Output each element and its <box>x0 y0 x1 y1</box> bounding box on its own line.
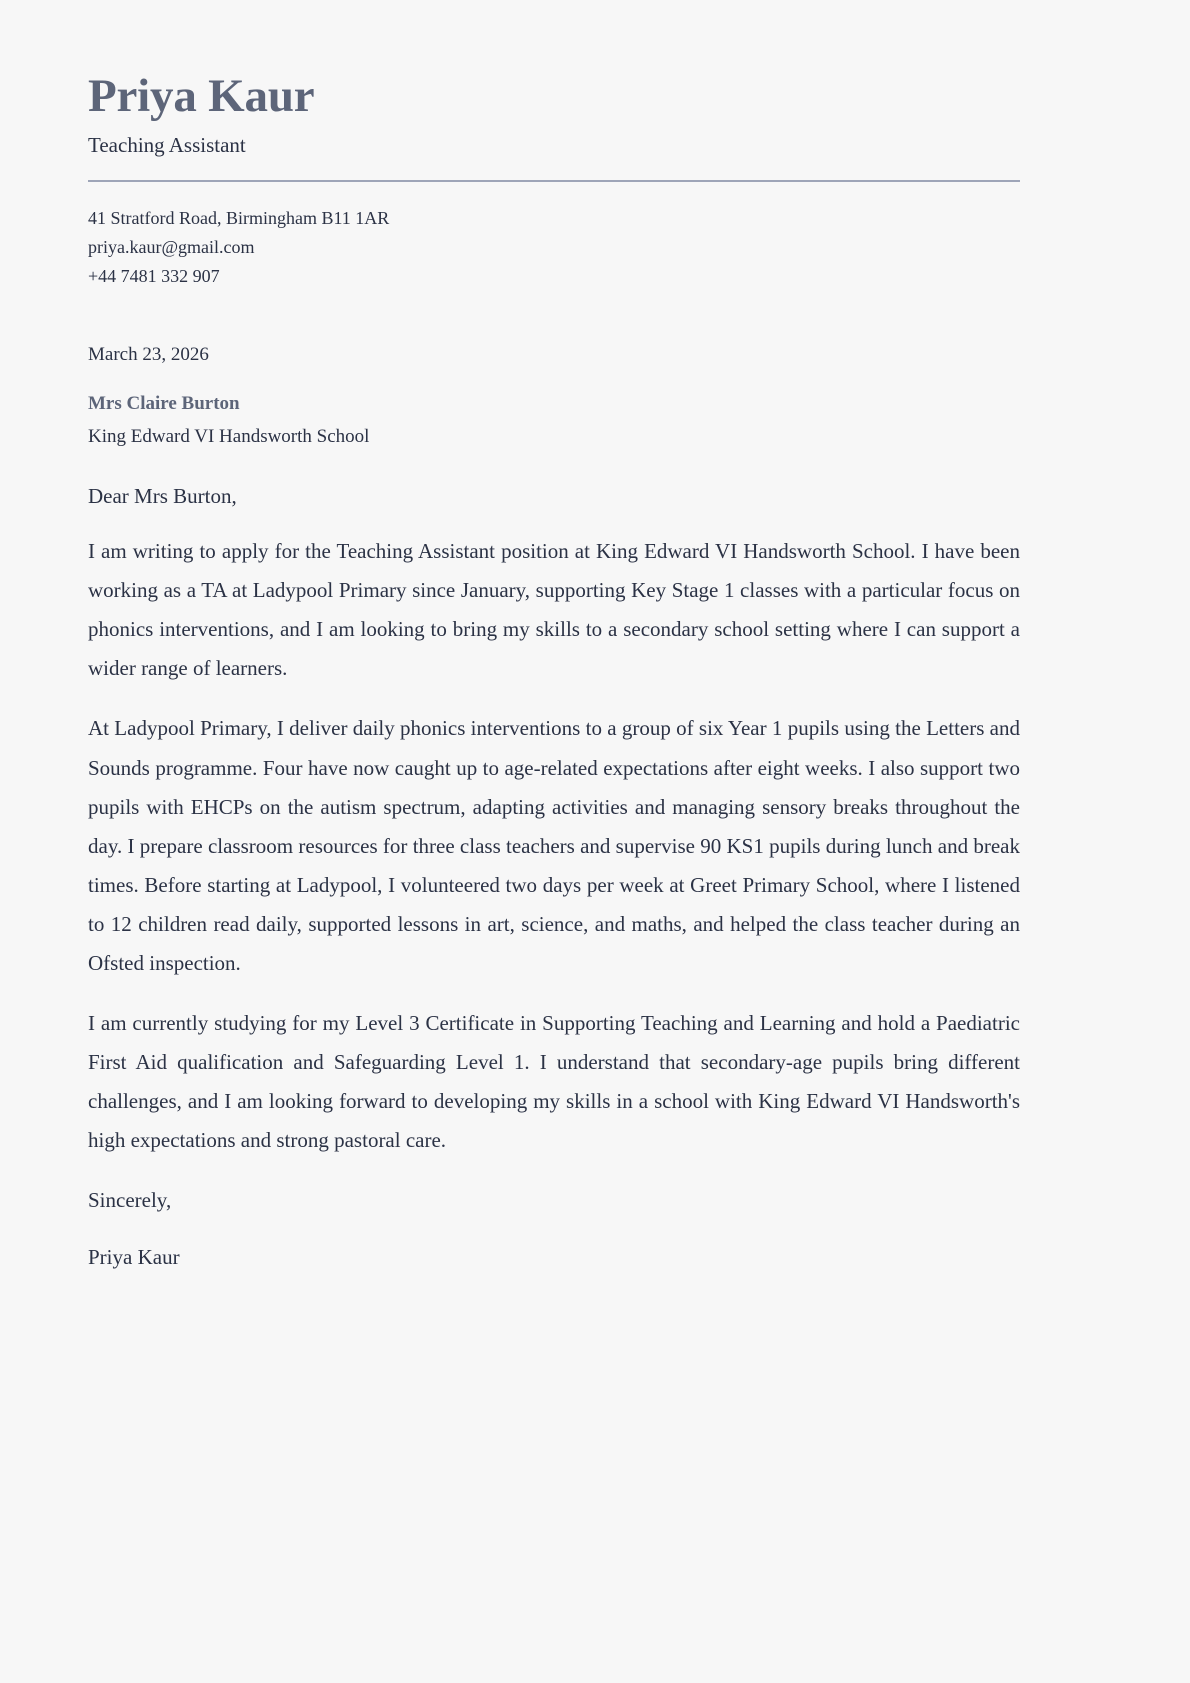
body-paragraph: At Ladypool Primary, I deliver daily phonics interventions to a group of six Year 1 pupils using the Letters and Sounds programme. Four have now caught up to age-related expectations after eight weeks. I also support two pupils with EHCPs on the autism spectrum, adapting activities and managing sensory breaks throughout the day. I prepare classroom resources for three class teachers and supervise 90 KS1 pupils during lunch and break times. Before starting at Ladypool, I volunteered two days per week at Greet Primary School, where I listened to 12 children read daily, supported lessons in art, science, and maths, and helped the class teacher during an Ofsted inspection. <box>88 716 1020 975</box>
body-paragraph: I am currently studying for my Level 3 Certificate in Supporting Teaching and Learning and hold a Paediatric First Aid qualification and Safeguarding Level 1. I understand that secondary-age pupils bring different challenges, and I am looking forward to developing my skills in a school with King Edward VI Handsworth's high expectations and strong pastoral care. <box>88 1010 1020 1152</box>
applicant-role: Teaching Assistant <box>88 132 246 157</box>
applicant-name: Priya Kaur <box>88 70 315 122</box>
header-divider <box>88 180 1020 182</box>
salutation: Dear Mrs Burton, <box>88 483 237 508</box>
contact-phone: +44 7481 332 907 <box>88 266 220 287</box>
contact-email: priya.kaur@gmail.com <box>88 236 255 257</box>
recipient-organization: King Edward VI Handsworth School <box>88 426 370 448</box>
recipient-name: Mrs Claire Burton <box>88 392 240 414</box>
letter-header <box>88 70 1020 182</box>
letter-meta <box>88 341 1020 452</box>
contact-block <box>88 204 1020 291</box>
contact-address: 41 Stratford Road, Birmingham B11 1AR <box>88 207 390 228</box>
closing-salutation: Sincerely, <box>88 1187 172 1212</box>
signature-name: Priya Kaur <box>88 1245 180 1270</box>
letter-body <box>88 481 1020 1274</box>
body-paragraph: I am writing to apply for the Teaching Assistant position at King Edward VI Handsworth School. I have been working as a TA at Ladypool Primary since January, supporting Key Stage 1 classes with a particular focus on phonics interventions, and I am looking to bring my skills to a secondary school setting where I can support a wider range of learners. <box>88 539 1020 681</box>
letter-date: March 23, 2026 <box>88 344 209 366</box>
